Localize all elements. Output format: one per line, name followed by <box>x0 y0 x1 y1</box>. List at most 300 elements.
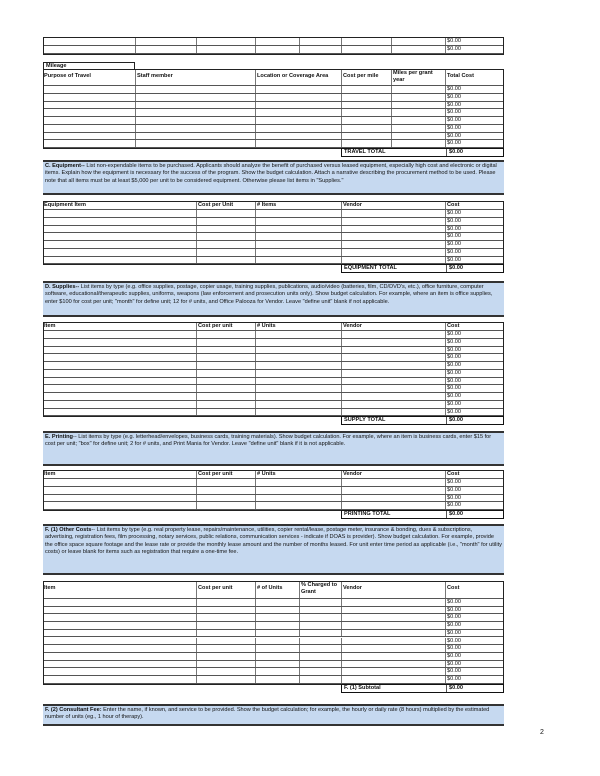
input-cell[interactable] <box>255 331 341 338</box>
input-cell[interactable] <box>43 362 196 369</box>
table-row <box>44 210 503 218</box>
input-cell[interactable] <box>391 109 445 116</box>
input-cell[interactable] <box>135 102 255 109</box>
input-cell[interactable] <box>255 362 341 369</box>
table-row <box>44 226 503 234</box>
input-cell[interactable] <box>43 502 196 509</box>
input-cell[interactable] <box>299 38 341 45</box>
consultant-instructions <box>43 704 504 726</box>
column-header: Vendor <box>341 582 445 598</box>
input-cell[interactable] <box>196 614 255 621</box>
input-cell[interactable] <box>43 393 196 400</box>
input-cell[interactable] <box>43 607 196 614</box>
input-cell[interactable] <box>43 257 196 264</box>
input-cell[interactable] <box>341 653 445 660</box>
table-row <box>44 614 503 622</box>
input-cell[interactable] <box>299 676 341 683</box>
mileage-total-row <box>341 148 504 157</box>
input-cell[interactable] <box>341 140 391 147</box>
cost-cell: $0.00 <box>445 117 504 124</box>
input-cell[interactable] <box>43 409 196 416</box>
input-cell[interactable] <box>196 676 255 683</box>
cost-cell: $0.00 <box>445 38 504 45</box>
input-cell[interactable] <box>341 393 445 400</box>
input-cell[interactable] <box>196 354 255 361</box>
input-cell[interactable] <box>255 502 341 509</box>
input-cell[interactable] <box>43 599 196 606</box>
input-cell[interactable] <box>255 233 341 240</box>
input-cell[interactable] <box>341 409 445 416</box>
table-row <box>44 479 503 487</box>
input-cell[interactable] <box>391 117 445 124</box>
input-cell[interactable] <box>196 347 255 354</box>
input-cell[interactable] <box>341 378 445 385</box>
cost-cell: $0.00 <box>445 638 504 645</box>
input-cell[interactable] <box>255 479 341 486</box>
input-cell[interactable] <box>196 401 255 408</box>
input-cell[interactable] <box>341 487 445 494</box>
input-cell[interactable] <box>43 133 135 140</box>
input-cell[interactable] <box>196 241 255 248</box>
input-cell[interactable] <box>255 401 341 408</box>
input-cell[interactable] <box>299 645 341 652</box>
input-cell[interactable] <box>255 102 341 109</box>
table-row <box>44 86 503 94</box>
cost-cell: $0.00 <box>445 133 504 140</box>
input-cell[interactable] <box>341 38 391 45</box>
input-cell[interactable] <box>43 102 135 109</box>
input-cell[interactable] <box>341 622 445 629</box>
table-row <box>44 38 503 46</box>
table-header-row <box>44 471 503 479</box>
total-value: $0.00 <box>446 417 463 424</box>
column-header: Cost per unit <box>196 582 255 598</box>
input-cell[interactable] <box>255 257 341 264</box>
column-header: Item <box>44 585 56 591</box>
table-row <box>44 622 503 630</box>
cost-cell: $0.00 <box>445 409 504 416</box>
input-cell[interactable] <box>43 109 135 116</box>
column-header: Cost per unit <box>196 323 255 330</box>
column-header: # Units <box>255 471 341 478</box>
input-cell[interactable] <box>196 661 255 668</box>
input-cell[interactable] <box>341 385 445 392</box>
total-value: $0.00 <box>446 265 463 272</box>
input-cell[interactable] <box>299 46 341 53</box>
input-cell[interactable] <box>341 257 445 264</box>
input-cell[interactable] <box>43 226 196 233</box>
table-row <box>44 331 503 339</box>
input-cell[interactable] <box>196 622 255 629</box>
table-row <box>44 401 503 409</box>
input-cell[interactable] <box>341 226 445 233</box>
table-row <box>44 125 503 133</box>
input-cell[interactable] <box>255 607 299 614</box>
input-cell[interactable] <box>43 233 196 240</box>
input-cell[interactable] <box>341 638 445 645</box>
input-cell[interactable] <box>255 661 299 668</box>
input-cell[interactable] <box>255 249 341 256</box>
input-cell[interactable] <box>341 676 445 683</box>
input-cell[interactable] <box>341 233 445 240</box>
input-cell[interactable] <box>255 630 299 637</box>
input-cell[interactable] <box>196 218 255 225</box>
input-cell[interactable] <box>196 599 255 606</box>
input-cell[interactable] <box>43 495 196 502</box>
input-cell[interactable] <box>43 661 196 668</box>
column-header: Item <box>44 323 56 329</box>
input-cell[interactable] <box>341 331 445 338</box>
input-cell[interactable] <box>341 599 445 606</box>
printing-instructions <box>43 431 504 466</box>
input-cell[interactable] <box>43 401 196 408</box>
input-cell[interactable] <box>43 86 135 93</box>
input-cell[interactable] <box>196 393 255 400</box>
input-cell[interactable] <box>196 378 255 385</box>
input-cell[interactable] <box>391 94 445 101</box>
input-cell[interactable] <box>255 354 341 361</box>
input-cell[interactable] <box>255 653 299 660</box>
input-cell[interactable] <box>43 218 196 225</box>
input-cell[interactable] <box>391 140 445 147</box>
input-cell[interactable] <box>255 86 341 93</box>
column-header: Staff member <box>135 70 255 85</box>
input-cell[interactable] <box>341 668 445 675</box>
cost-cell: $0.00 <box>445 668 504 675</box>
input-cell[interactable] <box>135 94 255 101</box>
table-row <box>44 676 503 684</box>
input-cell[interactable] <box>341 117 391 124</box>
table-row <box>44 339 503 347</box>
table-row <box>44 218 503 226</box>
input-cell[interactable] <box>255 94 341 101</box>
input-cell[interactable] <box>43 46 135 53</box>
input-cell[interactable] <box>196 226 255 233</box>
input-cell[interactable] <box>43 38 135 45</box>
total-value: $0.00 <box>446 149 463 156</box>
table-row <box>44 257 503 265</box>
input-cell[interactable] <box>196 653 255 660</box>
column-header: Cost <box>445 582 504 598</box>
cost-cell: $0.00 <box>445 86 504 93</box>
table-row <box>44 109 503 117</box>
cost-cell: $0.00 <box>445 661 504 668</box>
column-header: Total Cost <box>445 70 504 85</box>
input-cell[interactable] <box>299 653 341 660</box>
input-cell[interactable] <box>43 385 196 392</box>
input-cell[interactable] <box>196 339 255 346</box>
input-cell[interactable] <box>196 638 255 645</box>
input-cell[interactable] <box>391 125 445 132</box>
equipment-total-row <box>341 264 504 273</box>
table-row <box>44 668 503 676</box>
cost-cell: $0.00 <box>445 354 504 361</box>
input-cell[interactable] <box>299 622 341 629</box>
input-cell[interactable] <box>341 401 445 408</box>
total-label: TRAVEL TOTAL <box>344 149 386 155</box>
column-header: # Items <box>255 202 341 209</box>
input-cell[interactable] <box>255 38 299 45</box>
input-cell[interactable] <box>255 46 299 53</box>
input-cell[interactable] <box>391 86 445 93</box>
section-title: E. Printing <box>45 434 73 440</box>
input-cell[interactable] <box>341 46 391 53</box>
column-header: Cost <box>445 323 504 330</box>
table-row <box>44 661 503 669</box>
input-cell[interactable] <box>196 479 255 486</box>
input-cell[interactable] <box>299 614 341 621</box>
input-cell[interactable] <box>341 502 445 509</box>
input-cell[interactable] <box>391 133 445 140</box>
input-cell[interactable] <box>341 354 445 361</box>
input-cell[interactable] <box>391 46 445 53</box>
input-cell[interactable] <box>341 614 445 621</box>
input-cell[interactable] <box>43 249 196 256</box>
input-cell[interactable] <box>341 645 445 652</box>
column-header: Location or Coverage Area <box>255 70 341 85</box>
input-cell[interactable] <box>196 409 255 416</box>
section-text: Enter the name, if known, and service to be provided. Show the budget calculation; for example, the hourly or daily rate (8 hours) multiplied by the estimated number of units (eg., 1 hour of therapy). <box>45 707 490 721</box>
table-row <box>44 487 503 495</box>
input-cell[interactable] <box>43 630 196 637</box>
table-row <box>44 599 503 607</box>
input-cell[interactable] <box>196 495 255 502</box>
input-cell[interactable] <box>43 331 196 338</box>
input-cell[interactable] <box>341 630 445 637</box>
input-cell[interactable] <box>255 370 341 377</box>
input-cell[interactable] <box>391 38 445 45</box>
cost-cell: $0.00 <box>445 226 504 233</box>
other_costs-table <box>43 581 504 685</box>
input-cell[interactable] <box>299 668 341 675</box>
cost-cell: $0.00 <box>445 125 504 132</box>
input-cell[interactable] <box>341 607 445 614</box>
printing-total-row <box>341 510 504 519</box>
cost-cell: $0.00 <box>445 218 504 225</box>
input-cell[interactable] <box>196 385 255 392</box>
input-cell[interactable] <box>196 38 255 45</box>
cost-cell: $0.00 <box>445 257 504 264</box>
input-cell[interactable] <box>255 347 341 354</box>
top_rows-table <box>43 37 504 55</box>
total-label: SUPPLY TOTAL <box>344 417 386 424</box>
column-header: # Units <box>255 323 341 330</box>
input-cell[interactable] <box>255 140 341 147</box>
column-header: Item <box>44 471 56 477</box>
input-cell[interactable] <box>43 370 196 377</box>
input-cell[interactable] <box>299 599 341 606</box>
section-title: F. (2) Consultant Fee: <box>45 707 102 713</box>
column-header: Purpose of Travel <box>44 73 91 79</box>
input-cell[interactable] <box>196 645 255 652</box>
input-cell[interactable] <box>43 645 196 652</box>
input-cell[interactable] <box>341 125 391 132</box>
table-header-row <box>44 70 503 86</box>
input-cell[interactable] <box>196 487 255 494</box>
input-cell[interactable] <box>135 46 196 53</box>
input-cell[interactable] <box>255 226 341 233</box>
input-cell[interactable] <box>255 378 341 385</box>
input-cell[interactable] <box>135 140 255 147</box>
mileage-label: Mileage <box>43 62 135 70</box>
section-text: -- List items by type (e.g. letterhead/envelopes, business cards, training materials). Show budget calculation. For example, where an item is business cards, enter $15 for cost per unit; "box" for define unit; 2 for # units, and Print Mania for Vendor. Leave "define unit" blank if it is not applicable. <box>45 434 492 448</box>
input-cell[interactable] <box>255 495 341 502</box>
input-cell[interactable] <box>341 347 445 354</box>
input-cell[interactable] <box>341 94 391 101</box>
cost-cell: $0.00 <box>445 347 504 354</box>
supplies-total-row <box>341 416 504 425</box>
input-cell[interactable] <box>255 133 341 140</box>
input-cell[interactable] <box>43 479 196 486</box>
input-cell[interactable] <box>196 370 255 377</box>
input-cell[interactable] <box>341 218 445 225</box>
table-row <box>44 370 503 378</box>
cost-cell: $0.00 <box>445 233 504 240</box>
input-cell[interactable] <box>255 117 341 124</box>
input-cell[interactable] <box>341 339 445 346</box>
cost-cell: $0.00 <box>445 622 504 629</box>
input-cell[interactable] <box>196 46 255 53</box>
section-title: C. Equipment-- <box>45 163 85 169</box>
table-row <box>44 362 503 370</box>
input-cell[interactable] <box>43 638 196 645</box>
input-cell[interactable] <box>43 653 196 660</box>
column-header: # of Units <box>255 582 299 598</box>
column-header: Vendor <box>341 202 445 209</box>
input-cell[interactable] <box>255 638 299 645</box>
input-cell[interactable] <box>43 125 135 132</box>
input-cell[interactable] <box>196 607 255 614</box>
table-row <box>44 393 503 401</box>
input-cell[interactable] <box>43 487 196 494</box>
input-cell[interactable] <box>341 210 445 217</box>
column-header: Miles per grant year <box>391 70 445 85</box>
input-cell[interactable] <box>341 102 391 109</box>
input-cell[interactable] <box>341 479 445 486</box>
input-cell[interactable] <box>135 117 255 124</box>
cost-cell: $0.00 <box>445 599 504 606</box>
input-cell[interactable] <box>255 109 341 116</box>
input-cell[interactable] <box>43 668 196 675</box>
input-cell[interactable] <box>196 210 255 217</box>
input-cell[interactable] <box>196 331 255 338</box>
column-header: % Charged to Grant <box>299 582 341 598</box>
input-cell[interactable] <box>196 502 255 509</box>
table-row <box>44 102 503 110</box>
input-cell[interactable] <box>255 409 341 416</box>
input-cell[interactable] <box>43 140 135 147</box>
input-cell[interactable] <box>255 210 341 217</box>
cost-cell: $0.00 <box>445 46 504 53</box>
equipment-table <box>43 201 504 265</box>
cost-cell: $0.00 <box>445 495 504 502</box>
column-header: Cost per unit <box>196 471 255 478</box>
cost-cell: $0.00 <box>445 614 504 621</box>
input-cell[interactable] <box>341 109 391 116</box>
input-cell[interactable] <box>43 241 196 248</box>
input-cell[interactable] <box>196 257 255 264</box>
input-cell[interactable] <box>43 614 196 621</box>
input-cell[interactable] <box>299 661 341 668</box>
table-header-row <box>44 323 503 331</box>
cost-cell: $0.00 <box>445 645 504 652</box>
input-cell[interactable] <box>135 38 196 45</box>
input-cell[interactable] <box>255 218 341 225</box>
input-cell[interactable] <box>255 599 299 606</box>
cost-cell: $0.00 <box>445 140 504 147</box>
input-cell[interactable] <box>255 125 341 132</box>
input-cell[interactable] <box>196 233 255 240</box>
input-cell[interactable] <box>135 133 255 140</box>
table-row <box>44 241 503 249</box>
input-cell[interactable] <box>341 495 445 502</box>
table-row <box>44 140 503 148</box>
input-cell[interactable] <box>255 668 299 675</box>
input-cell[interactable] <box>196 630 255 637</box>
input-cell[interactable] <box>299 607 341 614</box>
supplies-table <box>43 322 504 417</box>
printing-table <box>43 470 504 511</box>
input-cell[interactable] <box>196 668 255 675</box>
input-cell[interactable] <box>255 645 299 652</box>
input-cell[interactable] <box>255 339 341 346</box>
cost-cell: $0.00 <box>445 370 504 377</box>
input-cell[interactable] <box>43 339 196 346</box>
input-cell[interactable] <box>43 622 196 629</box>
input-cell[interactable] <box>43 354 196 361</box>
input-cell[interactable] <box>391 102 445 109</box>
input-cell[interactable] <box>43 378 196 385</box>
cost-cell: $0.00 <box>445 210 504 217</box>
input-cell[interactable] <box>255 614 299 621</box>
input-cell[interactable] <box>196 249 255 256</box>
input-cell[interactable] <box>341 370 445 377</box>
input-cell[interactable] <box>135 109 255 116</box>
table-row <box>44 46 503 54</box>
input-cell[interactable] <box>43 676 196 683</box>
input-cell[interactable] <box>135 86 255 93</box>
total-label: F. (1) Subtotal <box>344 684 381 691</box>
input-cell[interactable] <box>43 210 196 217</box>
total-label: EQUIPMENT TOTAL <box>344 265 397 272</box>
table-row <box>44 502 503 510</box>
input-cell[interactable] <box>341 661 445 668</box>
table-header-row <box>44 202 503 210</box>
input-cell[interactable] <box>196 362 255 369</box>
column-header: Vendor <box>341 323 445 330</box>
input-cell[interactable] <box>255 393 341 400</box>
input-cell[interactable] <box>341 133 391 140</box>
input-cell[interactable] <box>43 94 135 101</box>
input-cell[interactable] <box>135 125 255 132</box>
input-cell[interactable] <box>341 249 445 256</box>
input-cell[interactable] <box>255 487 341 494</box>
input-cell[interactable] <box>255 622 299 629</box>
input-cell[interactable] <box>341 241 445 248</box>
input-cell[interactable] <box>341 362 445 369</box>
input-cell[interactable] <box>255 241 341 248</box>
input-cell[interactable] <box>299 630 341 637</box>
column-header: Cost <box>445 471 504 478</box>
input-cell[interactable] <box>255 385 341 392</box>
input-cell[interactable] <box>255 676 299 683</box>
input-cell[interactable] <box>43 347 196 354</box>
cost-cell: $0.00 <box>445 249 504 256</box>
table-header-row <box>44 582 503 599</box>
input-cell[interactable] <box>43 117 135 124</box>
input-cell[interactable] <box>341 86 391 93</box>
input-cell[interactable] <box>299 638 341 645</box>
